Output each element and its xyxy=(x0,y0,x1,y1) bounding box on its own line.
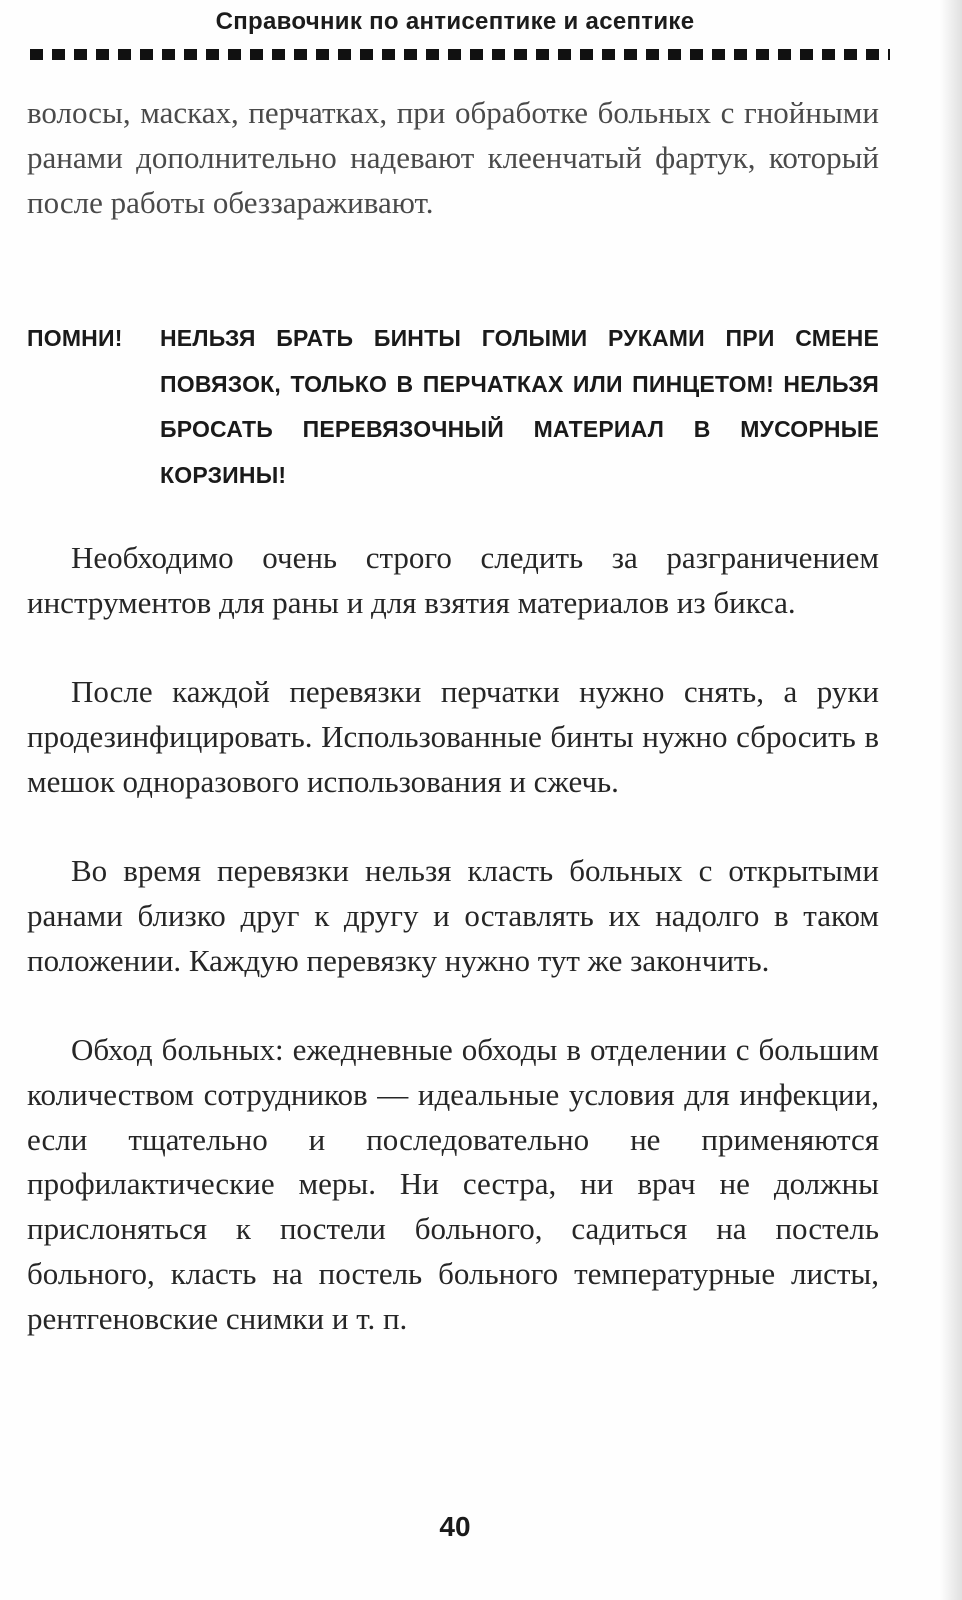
running-head: Справочник по антисептике и асептике xyxy=(215,8,695,35)
page-spine-shadow xyxy=(940,0,962,1600)
remember-label: ПОМНИ! xyxy=(27,325,123,351)
remember-text: НЕЛЬЗЯ БРАТЬ БИНТЫ ГОЛЫМИ РУКАМИ ПРИ СМЕНЕ ПОВЯЗОК, ТОЛЬКО В ПЕРЧАТКАХ ИЛИ ПИНЦЕТОМ! НЕЛЬЗЯ БРОСАТЬ ПЕРЕВЯЗОЧНЫЙ МАТЕРИАЛ В МУСОРНЫЕ КОРЗИНЫ! xyxy=(160,325,879,488)
page-number: 40 xyxy=(439,1511,471,1542)
remember-callout xyxy=(27,316,879,498)
paragraph-continued: волосы, масках, перчатках, при обработке больных с гнойными ранами дополнительно надевают клеенчатый фартук, который после работы обеззараживают. xyxy=(27,95,879,220)
dashed-rule-divider xyxy=(30,49,890,60)
paragraph-2: После каждой перевязки перчатки нужно снять, а руки продезинфицировать. Использованные бинты нужно сбросить в мешок одноразового использования и сжечь. xyxy=(27,674,879,799)
paragraph-3: Во время перевязки нельзя класть больных с открытыми ранами близко друг к другу и оставлять их надолго в таком положении. Каждую перевязку нужно тут же закончить. xyxy=(27,853,879,978)
paragraph-4: Обход больных: ежедневные обходы в отделении с большим количеством сотрудников — идеальные условия для инфекции, если тщательно и последовательно не применяются профилактические меры. Ни сестра, ни врач не должны прислоняться к постели больного, садиться на постель больного, класть на постель больного температурные листы, рентгеновские снимки и т. п. xyxy=(27,1032,879,1336)
paragraph-1: Необходимо очень строго следить за разграничением инструментов для раны и для взятия материалов из бикса. xyxy=(27,540,879,620)
